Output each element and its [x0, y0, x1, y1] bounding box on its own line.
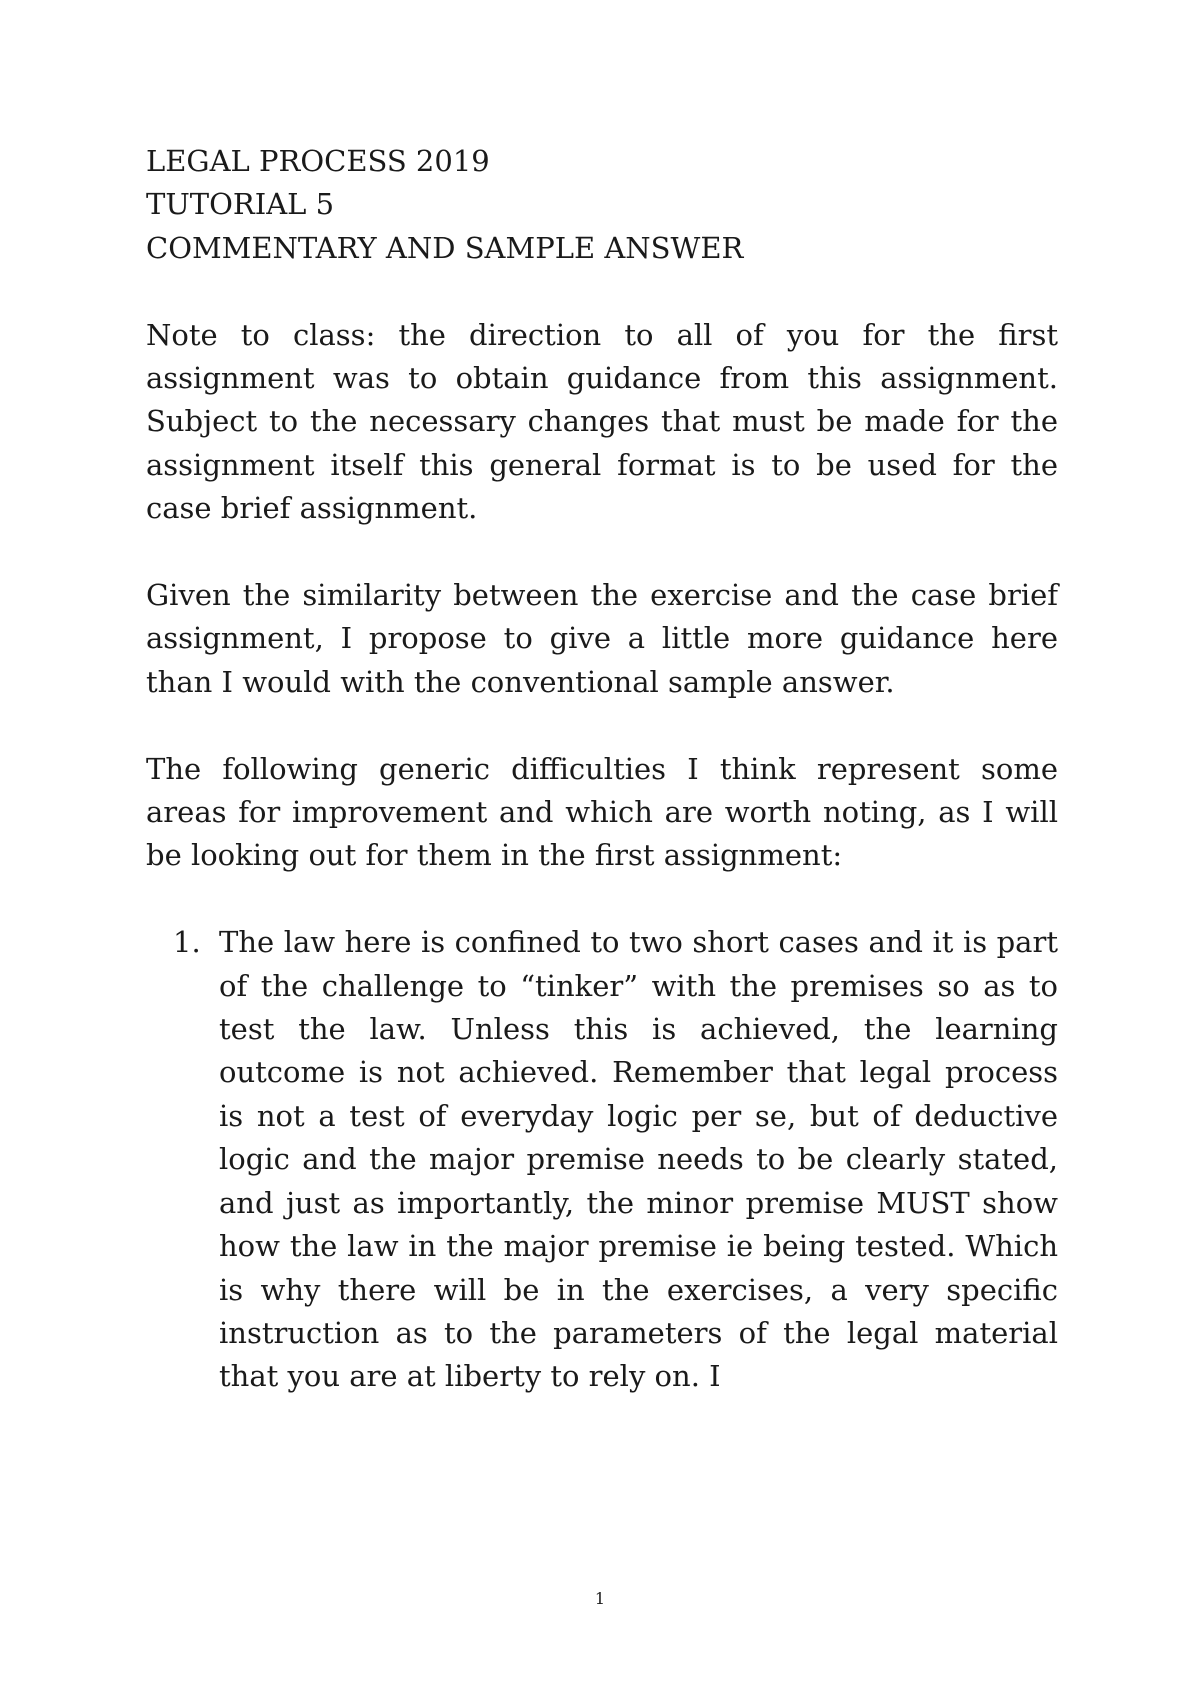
course-title: LEGAL PROCESS 2019: [146, 144, 490, 178]
list-item-text: The law here is confined to two short cases and it is part of the challenge to “tinker” with the premises so as to test the law. Unless this is achieved, the learning outcome is not achieved. Remember that legal process is not a test of everyday logic per se, but of deductive logic and the major premise needs to be clearly stated, and just as importantly, the minor premise MUST show how the law in the major premise ie being tested. Which is why there will be in the exercises, a very specific instruction as to the parameters of the legal material that you are at liberty to rely on. I: [219, 925, 1058, 1394]
document-body: [146, 140, 1058, 1399]
page-number: 1: [594, 1589, 606, 1608]
list-item: [146, 921, 1058, 1398]
document-subtitle: COMMENTARY AND SAMPLE ANSWER: [146, 230, 744, 265]
paragraph-note-to-class: Note to class: the direction to all of you for the first assignment was to obtain guidance from this assignment. Subject to the necessary changes that must be made for the assignment itself this general format is to be used for the case brief assignment.: [146, 317, 1058, 526]
paragraph-guidance: Given the similarity between the exercise and the case brief assignment, I propose to give a little more guidance here than I would with the conventional sample answer.: [146, 578, 1058, 699]
tutorial-title: TUTORIAL 5: [146, 187, 335, 222]
difficulties-list: [146, 921, 1058, 1398]
paragraph-difficulties: The following generic difficulties I think represent some areas for improvement and which are worth noting, as I will be looking out for them in the first assignment:: [146, 751, 1058, 873]
list-item-number: 1.: [173, 925, 201, 960]
